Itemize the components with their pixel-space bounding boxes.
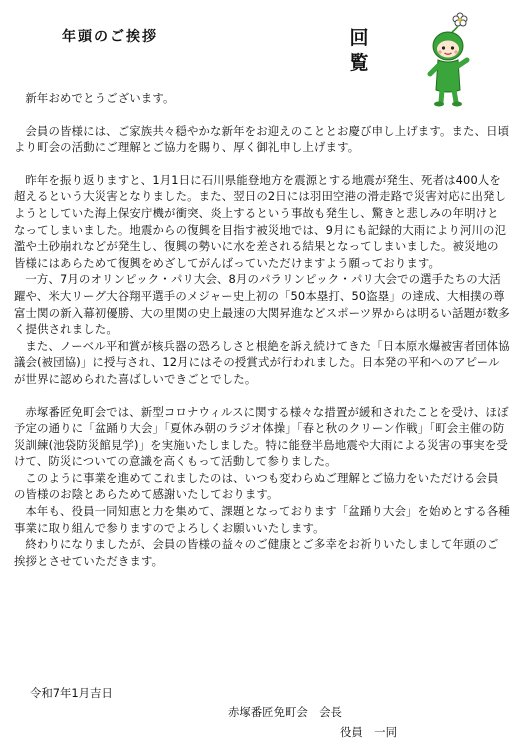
circulation-stamp: 回覧 — [349, 27, 369, 74]
thanks-paragraph: このように事業を進めてこれましたのは、いつも変わらぬご理解とご協力をいただける会員の皆様のお陰とあらためて感謝いたしております。 — [14, 470, 499, 502]
greeting-paragraph: 新年おめでとうございます。 — [25, 91, 175, 105]
signature-president: 赤塚番匠免町会 会長 — [228, 705, 342, 719]
flower-icon — [452, 13, 467, 32]
activities-paragraph: 赤塚番匠免町会では、新型コロナウィルスに関する様々な措置が緩和されたことを受け、ほぼ予定の通りに「盆踊り大会」「夏休み朝のラジオ体操」「春と秋のクリーン作戦」「町会主催の防災訓練(池袋防災館見学)」を実施いたしました。特に能登半島地震や大雨による災害の事実を受けて、防災についての意識を高くもって活動して参りました。 — [14, 404, 509, 469]
retrospective-paragraph: 昨年を振り返りますと、1月1日に石川県能登地方を震源とする地震が発生、死者は400人を超えるという大災害となりました。また、翌日の2日には羽田空港の滑走路で災害対応に出発しようとしていた海上保安庁機が衝突、炎上するという事故も発生し、驚きと悲しみの年明けとなってしまいました。地震からの復興を目指す被災地では、9月にも記録的大雨により河川の氾濫や土砂崩れなどが発生し、復興の勢いに水を差される結果となってしまいました。被災地の皆様にはあらためて復興をめざしてがんばっていただけますよう願っております。 — [14, 172, 507, 270]
signature-officers: 役員 一同 — [340, 725, 397, 739]
letter-date: 令和7年1月吉日 — [30, 686, 113, 700]
peace-paragraph: また、ノーベル平和賞が核兵器の恐ろしさと根絶を訴え続けてきた「日本原水爆被害者団体協議会(被団協)」に授与され、12月にはその授賞式が行われました。日本発の平和へのアピールが世界に認められた喜ばしいできごとでした。 — [14, 338, 510, 386]
page-title: 年頭のご挨拶 — [62, 29, 158, 45]
sports-paragraph: 一方、7月のオリンピック・パリ大会、8月のパラリンピック・パリ大会での選手たちの大活躍や、米大リーグ大谷翔平選手のメジャー史上初の「50本塁打、50盗塁」の達成、大相撲の尊富士関の新入幕初優勝、大の里関の史上最速の大関昇進などスポーツ界からは明るい話題が数多く提供されました。 — [14, 272, 510, 337]
letter-body — [14, 90, 510, 569]
opening-paragraph: 会員の皆様には、ご家族共々穏やかな新年をお迎えのこととお慶び申し上げます。また、日頃より町会の活動にご理解とご協力を賜り、厚く御礼申し上げます。 — [14, 123, 510, 155]
closing-paragraph: 終わりになりましたが、会員の皆様の益々のご健康とご多幸をお祈りいたしまして年頭のご挨拶とさせていただきます。 — [14, 537, 499, 568]
resolution-paragraph: 本年も、役員一同知恵と力を集めて、課題となっております「盆踊り大会」を始めとする各種事業に取り組んで参りますのでよろしくお願いいたします。 — [14, 504, 510, 535]
